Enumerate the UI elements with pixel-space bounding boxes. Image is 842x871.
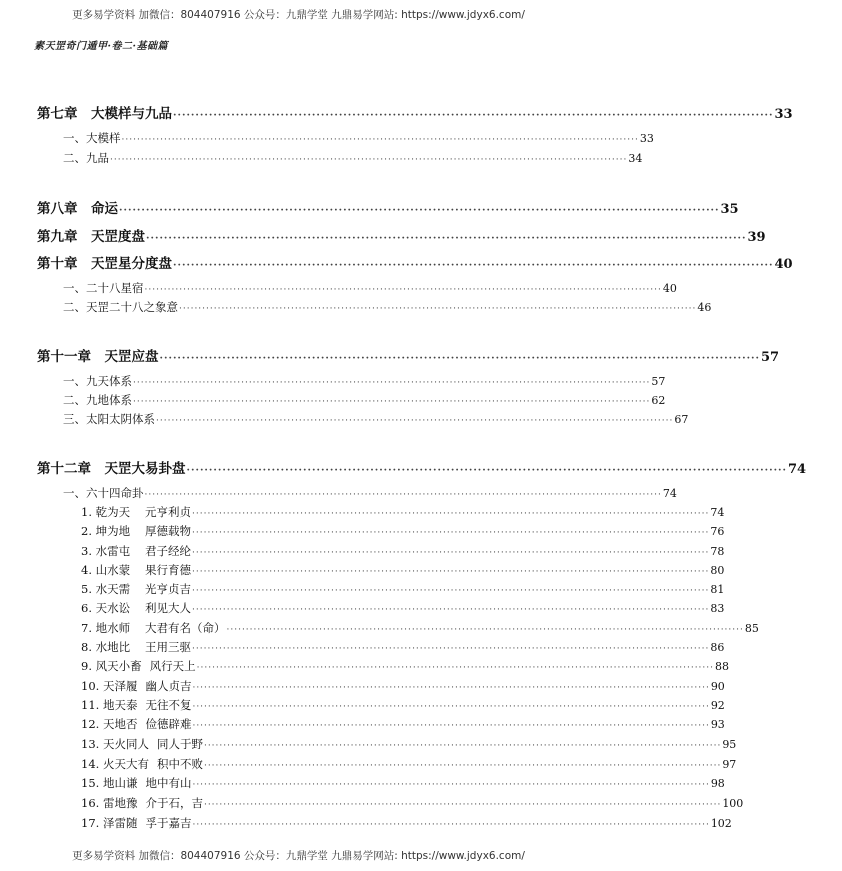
toc-section-7-1[interactable] (0, 130, 654, 146)
toc-item-desc: 积中不败 (156, 757, 203, 771)
toc-leader-dots: ······································································································································ (192, 548, 710, 558)
toc-item-desc: 孚于嘉吉 (145, 816, 192, 830)
toc-item-desc: 俭德辟难 (145, 717, 192, 731)
toc-chapter-label: 第八章 命运 (37, 201, 118, 217)
toc-item-desc: 王用三驱 (145, 640, 191, 654)
toc-item[interactable] (0, 523, 725, 539)
toc-item-name: 17. 泽雷随 (81, 816, 138, 830)
header-banner: 更多易学资料 加微信：804407916 公众号：九鼎学堂 九鼎易学网站: https://www.jdyx6.com/ (72, 9, 525, 21)
toc-item-desc: 地中有山 (145, 776, 192, 790)
toc-page-number: 98 (710, 777, 725, 790)
toc-leader-dots: ······································································································································ (203, 761, 722, 771)
toc-section-11-3[interactable] (0, 411, 689, 427)
toc-item-desc: 幽人贞吉 (145, 679, 192, 693)
toc-item[interactable] (0, 736, 737, 752)
toc-item-name: 11. 地天泰 (81, 698, 138, 712)
toc-item-desc: 大君有名（命） (145, 621, 226, 635)
toc-page-number: 57 (761, 350, 780, 365)
toc-item[interactable] (0, 504, 725, 520)
toc-chapter-10[interactable] (0, 252, 793, 272)
toc-item-name: 1. 乾为天 (81, 505, 131, 519)
toc-item-name: 9. 风天小畜 (81, 659, 142, 673)
toc-page-number: 35 (720, 202, 739, 217)
toc-page-number: 90 (710, 680, 725, 693)
toc-leader-dots: ······································································································································ (173, 110, 774, 121)
toc-chapter-label: 第十章 天罡星分度盘 (37, 256, 172, 272)
toc-item-desc: 同人于野 (156, 737, 203, 751)
toc-item[interactable] (0, 716, 725, 732)
toc-page-number: 74 (710, 506, 725, 519)
toc-section-label: 二、九品 (63, 151, 109, 165)
toc-page-number: 57 (651, 375, 666, 388)
toc-item-name: 4. 山水蒙 (81, 563, 131, 577)
toc-item-desc: 介于石，吉 (145, 796, 203, 810)
toc-section-12-1[interactable] (0, 485, 677, 501)
toc-chapter-label: 第七章 大模样与九品 (37, 106, 172, 122)
toc-leader-dots: ······································································································································ (110, 155, 628, 165)
toc-leader-dots: ······································································································································ (146, 233, 747, 244)
toc-page-number: 80 (710, 564, 725, 577)
toc-leader-dots: ······································································································································ (156, 416, 674, 426)
toc-leader-dots: ······································································································································ (133, 397, 651, 407)
toc-item-name: 10. 天泽履 (81, 679, 138, 693)
toc-item-desc: 果行育德 (145, 563, 191, 577)
toc-item-desc: 君子经纶 (145, 544, 191, 558)
toc-page-number: 46 (697, 301, 712, 314)
toc-leader-dots: ······································································································································ (186, 465, 788, 476)
toc-section-label: 二、天罡二十八之象意 (63, 300, 178, 314)
toc-item[interactable] (0, 697, 725, 713)
toc-page-number: 83 (710, 602, 725, 615)
toc-section-11-1[interactable] (0, 373, 666, 389)
toc-page-number: 86 (710, 641, 725, 654)
toc-page-number: 74 (788, 462, 807, 477)
toc-page-number: 100 (722, 797, 744, 810)
toc-section-10-1[interactable] (0, 280, 677, 296)
footer-banner: 更多易学资料 加微信：804407916 公众号：九鼎学堂 九鼎易学网站: https://www.jdyx6.com/ (72, 850, 525, 862)
toc-page-number: 76 (710, 525, 725, 538)
toc-page-number: 93 (710, 718, 725, 731)
toc-leader-dots: ······································································································································ (203, 800, 722, 810)
toc-item[interactable] (0, 775, 725, 791)
toc-item-desc: 元亨利贞 (145, 505, 191, 519)
toc-page-number: 39 (747, 230, 766, 245)
toc-item-desc: 无往不复 (145, 698, 192, 712)
toc-page-number: 88 (715, 660, 729, 673)
toc-item-name: 2. 坤为地 (81, 524, 131, 538)
toc-leader-dots: ······································································································································ (192, 702, 710, 712)
toc-leader-dots: ······································································································································ (203, 741, 722, 751)
toc-chapter-7[interactable] (0, 102, 793, 122)
toc-page-number: 81 (710, 583, 725, 596)
toc-leader-dots: ······································································································································ (121, 135, 639, 145)
toc-section-label: 三、太阳太阴体系 (63, 412, 155, 426)
toc-item-name: 5. 水天需 (81, 582, 131, 596)
toc-item[interactable] (0, 815, 732, 831)
toc-item-desc: 光亨贞吉 (145, 582, 191, 596)
toc-item-desc: 厚德载物 (145, 524, 191, 538)
toc-leader-dots: ······································································································································ (173, 260, 774, 271)
toc-item-name: 7. 地水师 (81, 621, 131, 635)
toc-leader-dots: ······································································································································ (192, 567, 710, 577)
toc-item-name: 15. 地山谦 (81, 776, 138, 790)
toc-item-name: 14. 火天大有 (81, 757, 149, 771)
toc-item[interactable] (0, 543, 725, 559)
toc-page-number: 95 (722, 738, 737, 751)
toc-item-name: 6. 天水讼 (81, 601, 131, 615)
toc-leader-dots: ······································································································································ (192, 820, 710, 830)
toc-section-label: 二、九地体系 (63, 393, 132, 407)
toc-chapter-11[interactable] (0, 345, 780, 365)
toc-leader-dots: ······································································································································ (179, 304, 697, 314)
toc-item[interactable] (0, 581, 725, 597)
toc-section-label: 一、六十四命卦 (63, 486, 144, 500)
toc-item-name: 12. 天地否 (81, 717, 138, 731)
toc-chapter-12[interactable] (0, 457, 807, 477)
toc-page-number: 92 (710, 699, 725, 712)
book-title: 素天罡奇门遁甲·卷二·基础篇 (34, 41, 168, 52)
toc-page-number: 62 (651, 394, 666, 407)
toc-item[interactable] (0, 562, 725, 578)
toc-section-label: 一、二十八星宿 (63, 281, 144, 295)
toc-leader-dots: ······································································································································ (226, 625, 744, 635)
toc-item-desc: 风行天上 (149, 659, 196, 673)
toc-leader-dots: ······································································································································ (144, 285, 662, 295)
toc-item-name: 3. 水雷屯 (81, 544, 131, 558)
toc-page-number: 67 (674, 413, 689, 426)
toc-page-number: 33 (639, 132, 654, 145)
toc-chapter-8[interactable] (0, 197, 739, 217)
toc-item-desc: 利见大人 (145, 601, 191, 615)
toc-item[interactable] (0, 795, 744, 811)
toc-chapter-label: 第十一章 天罡应盘 (37, 349, 159, 365)
toc-page-number: 97 (722, 758, 737, 771)
toc-chapter-label: 第十二章 天罡大易卦盘 (37, 461, 186, 477)
toc-page-number: 40 (774, 257, 793, 272)
toc-section-10-2[interactable] (0, 299, 712, 315)
toc-leader-dots: ······································································································································ (133, 378, 651, 388)
toc-chapter-label: 第九章 天罡度盘 (37, 229, 145, 245)
toc-section-label: 一、大模样 (63, 131, 121, 145)
toc-page-number: 78 (710, 545, 725, 558)
toc-item[interactable] (0, 756, 737, 772)
toc-item-name: 13. 天火同人 (81, 737, 149, 751)
toc-page-number: 33 (774, 107, 793, 122)
toc-item[interactable] (0, 639, 725, 655)
toc-leader-dots: ······································································································································ (192, 644, 710, 654)
toc-leader-dots: ······································································································································ (196, 663, 714, 673)
toc-leader-dots: ······································································································································ (192, 605, 710, 615)
toc-leader-dots: ······································································································································ (192, 586, 710, 596)
toc-leader-dots: ······································································································································ (192, 509, 710, 519)
toc-item-name: 16. 雷地豫 (81, 796, 138, 810)
toc-chapter-9[interactable] (0, 225, 766, 245)
toc-item[interactable] (0, 658, 729, 674)
toc-section-label: 一、九天体系 (63, 374, 132, 388)
toc-leader-dots: ······································································································································ (192, 721, 710, 731)
toc-page-number: 40 (662, 282, 677, 295)
toc-leader-dots: ······································································································································ (192, 528, 710, 538)
toc-leader-dots: ······································································································································ (192, 683, 710, 693)
toc-section-7-2[interactable] (0, 150, 643, 166)
toc-leader-dots: ······································································································································ (192, 780, 710, 790)
toc-page-number: 85 (744, 622, 759, 635)
toc-page-number: 74 (662, 487, 677, 500)
toc-page-number: 34 (628, 152, 643, 165)
toc-item[interactable] (0, 678, 725, 694)
toc-leader-dots: ······································································································································ (159, 353, 761, 364)
toc-item[interactable] (0, 620, 759, 636)
toc-page-number: 102 (710, 817, 732, 830)
toc-item[interactable] (0, 600, 725, 616)
toc-section-11-2[interactable] (0, 392, 666, 408)
toc-leader-dots: ······································································································································ (119, 205, 720, 216)
toc-item-name: 8. 水地比 (81, 640, 131, 654)
toc-leader-dots: ······································································································································ (144, 490, 662, 500)
